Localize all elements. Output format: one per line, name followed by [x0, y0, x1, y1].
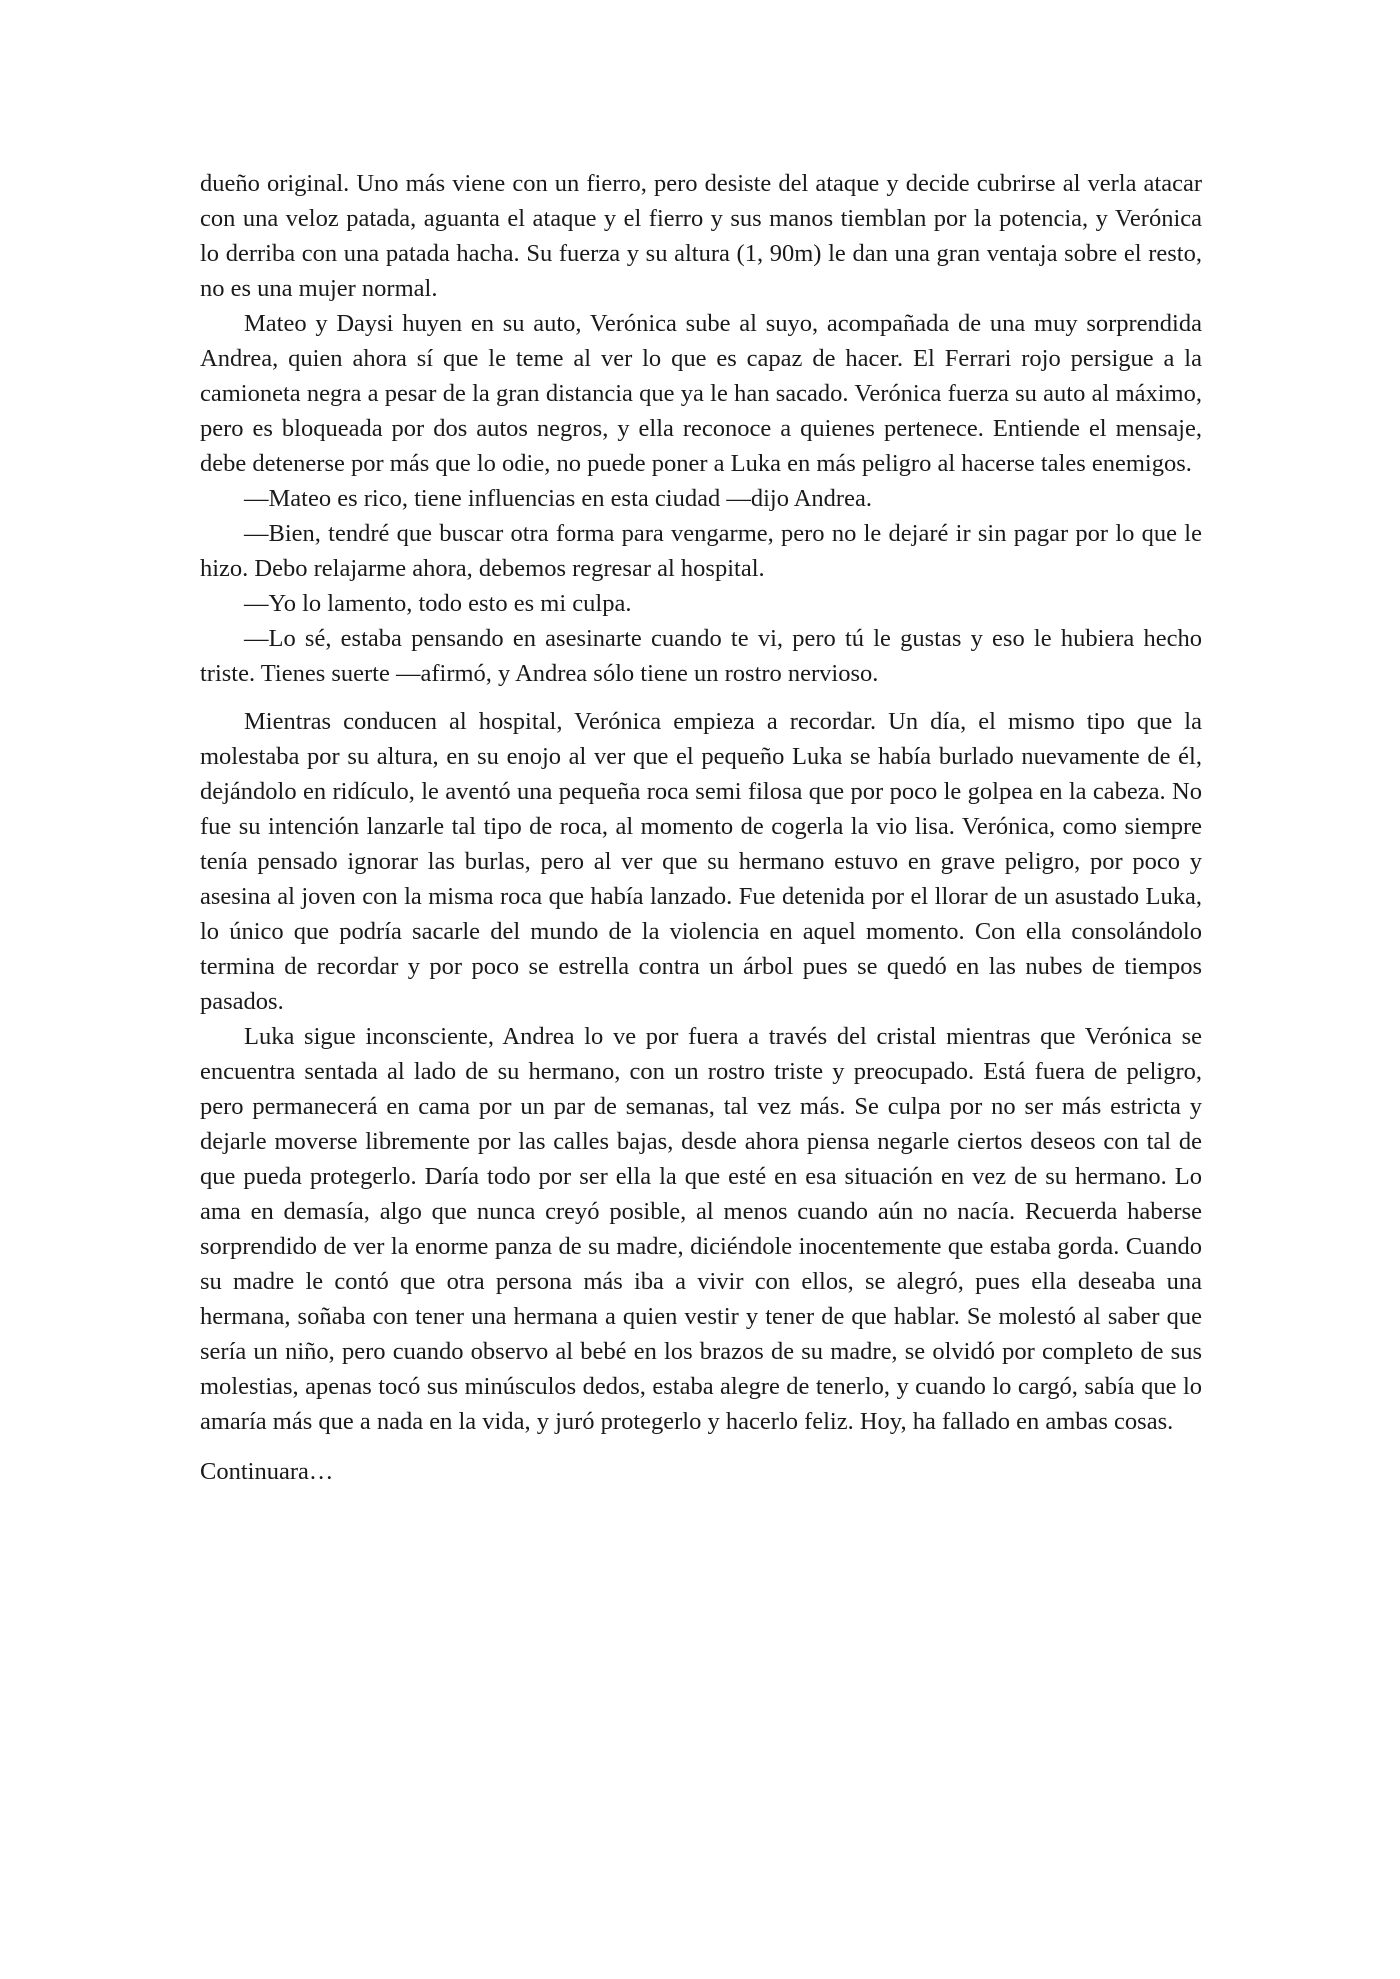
- dialogue-line-apology: —Yo lo lamento, todo esto es mi culpa.: [244, 590, 632, 617]
- paragraph-hospital: Luka sigue inconsciente, Andrea lo ve por fuera a través del cristal mientras que Verónica se encuentra sentada al lado de su hermano, con un rostro triste y preocupado. Está fuera de peligro, pero permanecerá en cama por un par de semanas, tal vez más. Se culpa por no ser más estricta y dejarle moverse libremente por las calles bajas, desde ahora piensa negarle ciertos deseos con tal de que pueda protegerlo. Daría todo por ser ella la que esté en esa situación en vez de su hermano. Lo ama en demasía, algo que nunca creyó posible, al menos cuando aún no nacía. Recuerda haberse sorprendido de ver la enorme panza de su madre, diciéndole inocentemente que estaba gorda. Cuando su madre le contó que otra persona más iba a vivir con ellos, se alegró, pues ella deseaba una hermana, soñaba con tener una hermana a quien vestir y tener de que hablar. Se molestó al saber que sería un niño, pero cuando observo al bebé en los brazos de su madre, se olvidó por completo de sus molestias, apenas tocó sus minúsculos dedos, estaba alegre de tenerlo, y cuando lo cargó, sabía que lo amaría más que a nada en la vida, y juró protegerlo y hacerlo feliz. Hoy, ha fallado en ambas cosas.: [200, 1023, 1202, 1435]
- dialogue-line-andrea: —Mateo es rico, tiene influencias en esta ciudad —dijo Andrea.: [244, 485, 872, 512]
- paragraph-chase: Mateo y Daysi huyen en su auto, Verónica sube al suyo, acompañada de una muy sorprendida Andrea, quien ahora sí que le teme al ver lo que es capaz de hacer. El Ferrari rojo persigue a la camioneta negra a pesar de la gran distancia que ya le han sacado. Verónica fuerza su auto al máximo, pero es bloqueada por dos autos negros, y ella reconoce a quienes pertenece. Entiende el mensaje, debe detenerse por más que lo odie, no puede poner a Luka en más peligro al hacerse tales enemigos.: [200, 310, 1202, 477]
- dialogue-line-veronica-luck: —Lo sé, estaba pensando en asesinarte cuando te vi, pero tú le gustas y eso le hubiera hecho triste. Tienes suerte —afirmó, y Andrea sólo tiene un rostro nervioso.: [200, 625, 1202, 687]
- paragraph-continuation: dueño original. Uno más viene con un fierro, pero desiste del ataque y decide cubrirse al verla atacar con una veloz patada, aguanta el ataque y el fierro y sus manos tiemblan por la potencia, y Verónica lo derriba con una patada hacha. Su fuerza y su altura (1, 90m) le dan una gran ventaja sobre el resto, no es una mujer normal.: [200, 170, 1202, 302]
- to-be-continued: Continuara…: [200, 1458, 334, 1485]
- dialogue-line-veronica-revenge: —Bien, tendré que buscar otra forma para vengarme, pero no le dejaré ir sin pagar por lo que le hizo. Debo relajarme ahora, debemos regresar al hospital.: [200, 520, 1202, 582]
- body-text: [200, 166, 1202, 1489]
- paragraph-memory: Mientras conducen al hospital, Verónica empieza a recordar. Un día, el mismo tipo que la molestaba por su altura, en su enojo al ver que el pequeño Luka se había burlado nuevamente de él, dejándolo en ridículo, le aventó una pequeña roca semi filosa que por poco le golpea en la cabeza. No fue su intención lanzarle tal tipo de roca, al momento de cogerla la vio lisa. Verónica, como siempre tenía pensado ignorar las burlas, pero al ver que su hermano estuvo en grave peligro, por poco y asesina al joven con la misma roca que había lanzado. Fue detenida por el llorar de un asustado Luka, lo único que podría sacarle del mundo de la violencia en aquel momento. Con ella consolándolo termina de recordar y por poco se estrella contra un árbol pues se quedó en las nubes de tiempos pasados.: [200, 708, 1202, 1015]
